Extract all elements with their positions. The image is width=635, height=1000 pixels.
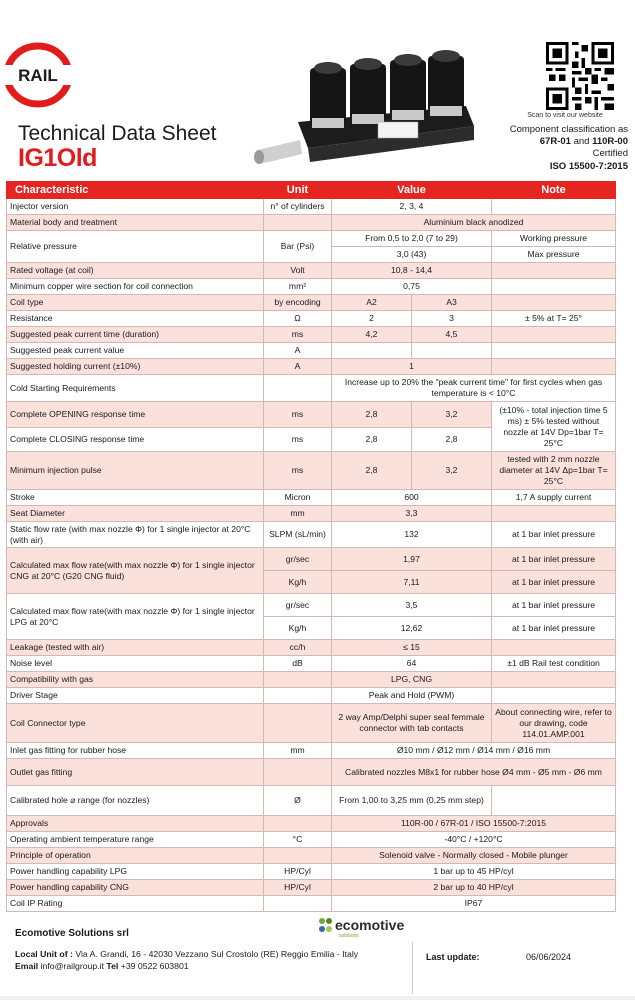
spec-table — [6, 181, 616, 912]
table-row: Minimum injection pulse ms 2,8 3,2 tested with 2 mm nozzle diameter at 14V Δp=1bar T= 25°C — [7, 452, 616, 490]
footer-divider — [412, 942, 413, 994]
table-row: Minimum copper wire section for coil connection mm² 0,75 — [7, 279, 616, 295]
table-row: Suggested peak current time (duration) ms 4,2 4,5 — [7, 327, 616, 343]
page-title: Technical Data Sheet — [18, 122, 217, 145]
header — [0, 0, 635, 180]
company-name: Ecomotive Solutions srl — [15, 928, 129, 939]
table-row: Kg/h 7,11 at 1 bar inlet pressure — [7, 571, 616, 594]
col-unit: Unit — [264, 182, 332, 199]
table-row: Calibrated hole ⌀ range (for nozzles) Ø From 1,00 to 3,25 mm (0,25 mm step) — [7, 786, 616, 816]
table-row: Calculated max flow rate(with max nozzle Φ) for 1 single injector LPG at 20°C gr/sec 3,5 at 1 bar inlet pressure — [7, 594, 616, 617]
table-row: 3,0 (43) Max pressure — [7, 247, 616, 263]
table-row: Kg/h 12,62 at 1 bar inlet pressure — [7, 617, 616, 640]
table-row: Suggested holding current (±10%) A 1 — [7, 359, 616, 375]
table-row: Cold Starting Requirements Increase up to 20% the "peak current time" for first cycles when gas temperature is < 10°C — [7, 375, 616, 402]
table-row: Suggested peak current value A — [7, 343, 616, 359]
table-row: Coil IP Rating IP67 — [7, 896, 616, 912]
footer — [0, 916, 635, 1000]
table-row: Compatibility with gas LPG, CNG — [7, 672, 616, 688]
rail-logo — [3, 42, 73, 108]
table-row: Noise level dB 64 ±1 dB Rail test condition — [7, 656, 616, 672]
table-row: Power handling capability LPG HP/Cyl 1 bar up to 45 HP/cyl — [7, 864, 616, 880]
table-row: Coil Connector type 2 way Amp/Delphi super seal femmale connector with tab contacts About connecting wire, refer to our drawing, code 114.01.AMP.001 — [7, 704, 616, 743]
table-row: Injector version n° of cylinders 2, 3, 4 — [7, 199, 616, 215]
classification-block: Component classification as 67R-01 and 110R-00 Certified ISO 15500-7:2015 — [509, 124, 628, 172]
col-note: Note — [492, 182, 616, 199]
col-characteristic: Characteristic — [7, 182, 264, 199]
table-row: Stroke Micron 600 1,7 A supply current — [7, 490, 616, 506]
ecomotive-logo: ecomotive solutions — [318, 916, 418, 944]
table-row: Relative pressure Bar (Psi) From 0,5 to 2,0 (7 to 29) Working pressure — [7, 231, 616, 247]
phone-link[interactable]: +39 0522 603801 — [120, 961, 189, 971]
table-row: Complete OPENING response time ms 2,8 3,2 (±10% - total injection time 5 ms) ± 5% tested without nozzle at 14V Dp=1bar T= 25°C — [7, 402, 616, 428]
table-row: Inlet gas fitting for rubber hose mm Ø10 mm / Ø12 mm / Ø14 mm / Ø16 mm — [7, 743, 616, 759]
email-link[interactable]: info@railgroup.it — [40, 961, 104, 971]
table-row: Calculated max flow rate(with max nozzle Φ) for 1 single injector CNG at 20°C (G20 CNG fluid) gr/sec 1,97 at 1 bar inlet pressure — [7, 548, 616, 571]
company-address: Local Unit of : Via A. Grandi, 16 - 42030 Vezzano Sul Crostolo (RE) Reggio Emilia - Italy Email info@railgroup.it Tel +39 0522 603801 — [15, 949, 359, 971]
table-row: Resistance Ω 2 3 ± 5% at T= 25° — [7, 311, 616, 327]
table-row: Approvals 110R-00 / 67R-01 / ISO 15500-7:2015 — [7, 816, 616, 832]
table-row: Outlet gas fitting Calibrated nozzles M8x1 for rubber hose Ø4 mm - Ø5 mm - Ø6 mm — [7, 759, 616, 786]
table-row: Leakage (tested with air) cc/h ≤ 15 — [7, 640, 616, 656]
table-row: Coil type by encoding A2 A3 — [7, 295, 616, 311]
table-row: Complete CLOSING response time ms 2,8 2,8 — [7, 428, 616, 452]
injector-rail-image — [252, 44, 482, 176]
table-row: Principle of operation Solenoid valve - Normally closed - Mobile plunger — [7, 848, 616, 864]
table-row: Material body and treatment Aluminium black anodized — [7, 215, 616, 231]
model-name: IG1Old — [18, 144, 97, 172]
table-row: Rated voltage (at coil) Volt 10,8 - 14,4 — [7, 263, 616, 279]
table-row: Static flow rate (with max nozzle Φ) for 1 single injector at 20°C (with air) SLPM (sL/min) 132 at 1 bar inlet pressure — [7, 522, 616, 548]
leaf-icon — [318, 917, 334, 935]
table-row: Power handling capability CNG HP/Cyl 2 bar up to 40 HP/cyl — [7, 880, 616, 896]
table-row: Operating ambient temperature range °C -40°C / +120°C — [7, 832, 616, 848]
table-row: Seat Diameter mm 3,3 — [7, 506, 616, 522]
qr-code[interactable] — [546, 42, 614, 110]
bottom-band — [0, 996, 635, 1000]
table-header-row — [7, 182, 616, 199]
col-value: Value — [332, 182, 492, 199]
table-row: Driver Stage Peak and Hold (PWM) — [7, 688, 616, 704]
last-update-date: 06/06/2024 — [526, 952, 572, 962]
svg-text:RAIL: RAIL — [18, 66, 58, 85]
last-update-label: Last update: — [426, 952, 480, 962]
scan-caption: Scan to visit our website — [527, 112, 603, 119]
